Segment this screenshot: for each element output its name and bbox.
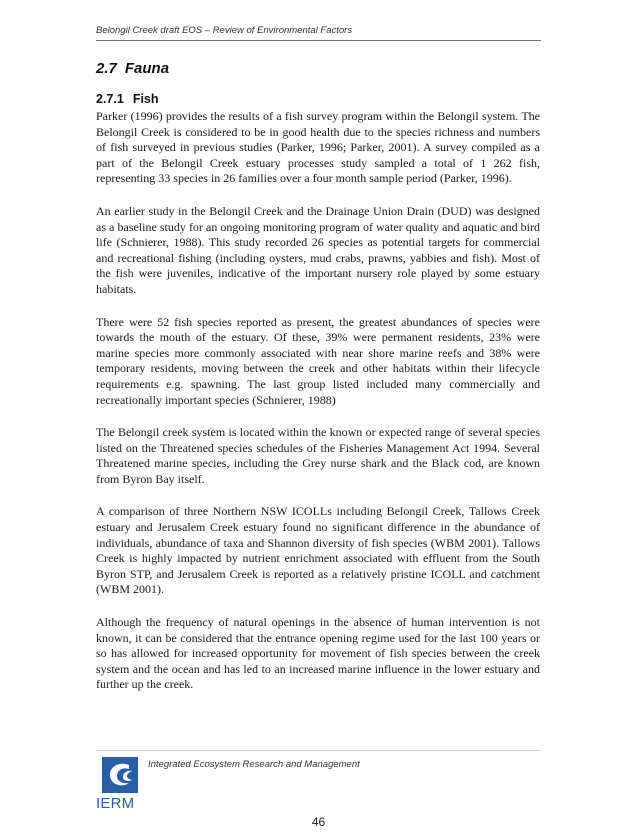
paragraph: The Belongil creek system is located within the known or expected range of several species listed on the Threatened species schedules of the Fisheries Management Act 1994. Several Threatened marine species, including the Grey nurse shark and the Black cod, are known from Byron Bay itself. — [96, 425, 540, 486]
running-header: Belongil Creek draft EOS – Review of Environmental Factors — [96, 25, 353, 36]
paragraph: A comparison of three Northern NSW ICOLLs including Belongil Creek, Tallows Creek estuary and Jerusalem Creek estuary found no significant difference in the abundance of individuals, abundance of taxa and Shannon diversity of fish species (WBM 2001). Tallows Creek is highly impacted by nutrient enrichment associated with effluent from the South Byron STP, and Jerusalem Creek is reported as a relatively pristine ICOLL and catchment (WBM 2001). — [96, 504, 540, 597]
paragraph: There were 52 fish species reported as present, the greatest abundances of species were towards the mouth of the estuary. Of these, 39% were permanent residents, 23% were marine species more commonly associated with near shore marine reefs and 38% were temporary residents, moving between the creek and other habitats within their lifecycle requirements e.g. spawning. The last group listed included many commercially and recreationally important species (Schnierer, 1988) — [96, 314, 540, 407]
logo-background — [102, 757, 138, 793]
paragraph: Although the frequency of natural openings in the absence of human intervention is not known, it can be considered that the entrance opening regime used for the last 100 years or so has allowed for increased opportunity for movement of fish species between the creek system and the ocean and has led to an increased marine influence in the lower estuary and further up the creek. — [96, 615, 540, 692]
page-number: 46 — [311, 815, 326, 829]
subsection-title: Fish — [132, 92, 159, 106]
body-text — [96, 109, 540, 710]
ierm-logo — [96, 757, 140, 815]
paragraph: An earlier study in the Belongil Creek and the Drainage Union Drain (DUD) was designed as a baseline study for an ongoing monitoring program of water quality and aquatic and bird life (Schnierer, 1988). This study recorded 26 species as potential targets for commercial and recreational fishing (including oysters, mud crabs, prawns, yabbies and fish). Most of the fish were juveniles, indicative of the important nursery role played by some estuary habitats. — [96, 203, 540, 296]
paragraph: Parker (1996) provides the results of a fish survey program within the Belongil system. The Belongil Creek is considered to be in good health due to the species richness and numbers of fish surveyed in previous studies (Parker, 1996; Parker, 2001). A survey compiled as a part of the Belongil Creek estuary processes study sampled a total of 1 262 fish, representing 33 species in 26 families over a four month sample period (Parker, 1996). — [96, 109, 540, 186]
header-divider — [96, 40, 541, 41]
section-title: Fauna — [124, 60, 170, 77]
subsection-heading — [96, 92, 159, 106]
section-heading — [96, 60, 169, 77]
section-number: 2.7 — [96, 60, 117, 77]
ierm-logo-icon — [102, 757, 138, 793]
footer-organization: Integrated Ecosystem Research and Management — [148, 759, 360, 770]
footer-divider — [96, 750, 541, 751]
subsection-number: 2.7.1 — [96, 92, 124, 106]
logo-text: IERM — [96, 795, 135, 812]
